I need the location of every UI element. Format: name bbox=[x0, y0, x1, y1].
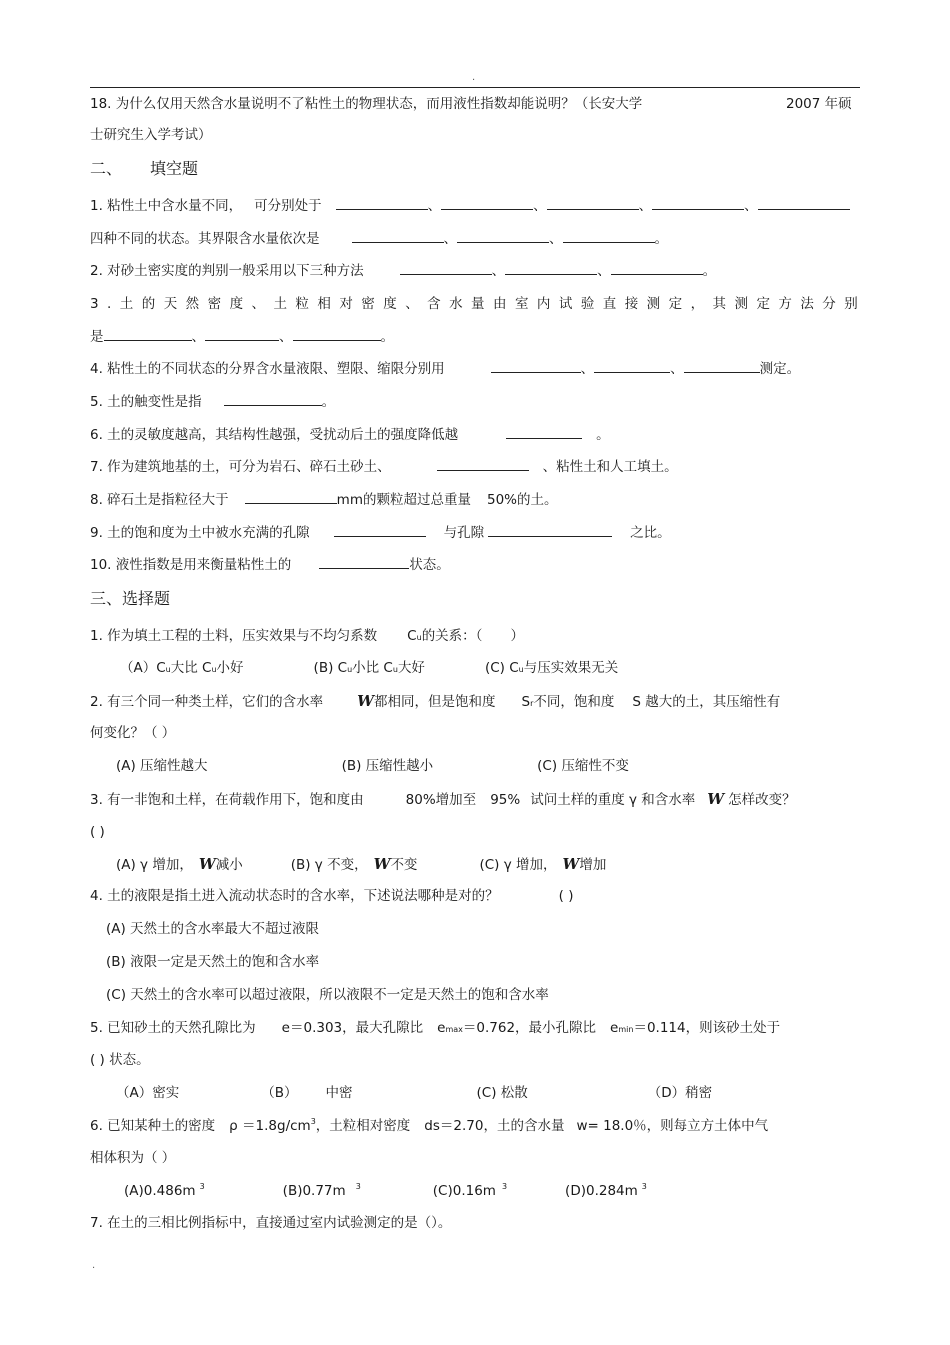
fill-q4-text: 4. 粘性土的不同状态的分界含水量液限、塑限、缩限分别用 bbox=[90, 361, 445, 377]
option-d-label: (D)0.284m bbox=[565, 1183, 638, 1199]
fill-q2-text: 2. 对砂土密实度的判别一般采用以下三种方法 bbox=[90, 263, 364, 279]
option-c-label: (C)0.16m bbox=[432, 1183, 496, 1199]
fill-q8-text2: mm的颗粒超过总重量 bbox=[336, 492, 471, 508]
q3-char: 分 bbox=[822, 296, 836, 312]
fill-q7-text2: 、粘性土和人工填土。 bbox=[542, 459, 678, 475]
choice-q6-text: 6. 已知某种土的密度 bbox=[90, 1118, 216, 1134]
q3-char: 密 bbox=[207, 296, 222, 312]
subscript: u bbox=[211, 665, 217, 674]
choice-q3-text4: 试问土样的重度 γ 和含水率 bbox=[530, 792, 696, 808]
q3-char: 定 bbox=[668, 296, 683, 312]
punct: 、 bbox=[279, 329, 293, 345]
punct: 、 bbox=[443, 231, 457, 247]
blank[interactable] bbox=[506, 426, 582, 439]
fill-q10 bbox=[90, 556, 450, 574]
choice-q2-options bbox=[116, 757, 629, 775]
choice-q2-text4: S 越大的土，其压缩性有 bbox=[632, 694, 781, 710]
option-c-text: 与压实效果无关 bbox=[523, 660, 619, 676]
q3-char: 对 bbox=[339, 296, 353, 312]
option-b-text: 不变 bbox=[390, 857, 418, 873]
section2-heading bbox=[90, 160, 198, 178]
option-b[interactable] bbox=[291, 857, 418, 873]
blank[interactable] bbox=[758, 197, 850, 210]
blank[interactable] bbox=[437, 458, 529, 471]
q3-char: 、 bbox=[251, 296, 266, 312]
fill-q9-text2: 与孔隙 bbox=[443, 525, 485, 541]
choice-q3-options bbox=[116, 855, 606, 874]
option-a-label: （A）C bbox=[120, 660, 166, 676]
q3-char: 直 bbox=[602, 296, 617, 312]
q3-char: ， bbox=[690, 296, 705, 312]
option-c[interactable] bbox=[433, 1183, 507, 1199]
choice-q3-text2: 80%增加至 bbox=[405, 792, 477, 808]
blank[interactable] bbox=[293, 328, 381, 341]
choice-q7: 7. 在土的三相比例指标中，直接通过室内试验测定的是（）。 bbox=[90, 1215, 452, 1231]
q3-char: 测 bbox=[646, 296, 661, 312]
q3-char: 接 bbox=[624, 296, 639, 312]
choice-q5-text4: ＝0.114，则该砂土处于 bbox=[633, 1020, 781, 1036]
q3-char: 方 bbox=[778, 296, 792, 312]
choice-q4-option-b[interactable]: (B) 液限一定是天然土的饱和含水率 bbox=[106, 954, 320, 970]
punct: 、 bbox=[491, 263, 506, 279]
blank[interactable] bbox=[563, 230, 655, 243]
option-c-label: (C) C bbox=[484, 660, 519, 676]
choice-q5-options bbox=[116, 1084, 712, 1102]
punct: 、 bbox=[670, 361, 684, 377]
choice-q3-text: 3. 有一非饱和土样，在荷载作用下，饱和度由 bbox=[90, 792, 364, 808]
option-c[interactable] bbox=[479, 857, 606, 873]
option-a-text: 大比 C bbox=[170, 660, 212, 676]
superscript: 3 bbox=[199, 1182, 205, 1191]
subscript: r bbox=[530, 699, 534, 708]
fill-q2 bbox=[90, 262, 716, 280]
q3-char: 天 bbox=[163, 296, 178, 312]
q3-char: 定 bbox=[756, 296, 770, 312]
option-b[interactable] bbox=[261, 1085, 352, 1101]
option-b-label: (B) γ 不变， bbox=[290, 857, 368, 873]
blank[interactable] bbox=[319, 556, 409, 569]
fill-q9 bbox=[90, 524, 671, 542]
q3-char: 室 bbox=[514, 296, 529, 312]
q3-char: 度 bbox=[383, 296, 397, 312]
fill-q1-text: 1. 粘性土中含水量不同， bbox=[90, 198, 243, 214]
blank[interactable] bbox=[505, 262, 597, 275]
punct: 。 bbox=[702, 263, 717, 279]
w-symbol: W bbox=[562, 855, 580, 873]
header-rule bbox=[90, 87, 860, 88]
choice-q5-cont: ( ) 状态。 bbox=[90, 1052, 150, 1068]
blank[interactable] bbox=[352, 230, 444, 243]
superscript: 3 bbox=[641, 1182, 647, 1191]
option-b-label: (B) C bbox=[313, 660, 348, 676]
q3-char: 密 bbox=[361, 296, 375, 312]
q3-char: 测 bbox=[734, 296, 748, 312]
choice-q1 bbox=[90, 627, 524, 647]
punct: 、 bbox=[597, 263, 611, 279]
subscript: u bbox=[165, 665, 171, 674]
option-a[interactable] bbox=[120, 660, 244, 676]
option-a-text: 减小 bbox=[215, 857, 243, 873]
w-symbol: W bbox=[707, 790, 725, 808]
choice-q2 bbox=[90, 692, 780, 713]
blank[interactable] bbox=[336, 197, 428, 210]
choice-q2-text: 2. 有三个同一种类土样，它们的含水率 bbox=[90, 694, 324, 710]
fill-q6 bbox=[90, 426, 610, 444]
punct: 。 bbox=[596, 427, 610, 443]
q3-char: 相 bbox=[317, 296, 331, 312]
choice-q2-cont: 何变化？（ ） bbox=[90, 725, 176, 741]
fill-q8-text: 8. 碎石土是指粒径大于 bbox=[90, 492, 229, 508]
section2-title: 填空题 bbox=[150, 159, 199, 178]
choice-q4 bbox=[90, 887, 574, 905]
q3-char: 然 bbox=[185, 296, 200, 312]
q3-char: 试 bbox=[558, 296, 573, 312]
section3-heading: 三、选择题 bbox=[90, 589, 171, 608]
option-c[interactable]: (C) 松散 bbox=[476, 1085, 528, 1101]
q3-char: 的 bbox=[141, 296, 156, 312]
fill-q5 bbox=[90, 393, 335, 411]
option-a[interactable] bbox=[124, 1183, 205, 1199]
punct: 。 bbox=[321, 394, 336, 410]
cu-subscript: u bbox=[416, 633, 422, 642]
e-symbol: e bbox=[437, 1020, 446, 1036]
choice-q1-text2: 的关系：（ bbox=[421, 628, 483, 644]
option-a[interactable] bbox=[116, 857, 243, 873]
blank[interactable] bbox=[334, 524, 426, 537]
choice-q2-text3: 不同，饱和度 bbox=[533, 694, 615, 710]
section2-number: 二、 bbox=[90, 159, 123, 178]
blank[interactable] bbox=[457, 230, 549, 243]
punct: 、 bbox=[744, 198, 758, 214]
fill-q3-cont bbox=[90, 328, 394, 346]
choice-q5-text3: ＝0.762，最小孔隙比 bbox=[462, 1020, 597, 1036]
fill-q7 bbox=[90, 458, 678, 476]
fill-q7-text: 7. 作为建筑地基的土，可分为岩石、碎石土砂土、 bbox=[90, 459, 391, 475]
q3-char: 含 bbox=[427, 296, 441, 312]
fill-q9-text: 9. 土的饱和度为土中被水充满的孔隙 bbox=[90, 525, 310, 541]
option-b-label: (B)0.77m bbox=[282, 1183, 346, 1199]
superscript: 3 bbox=[501, 1182, 508, 1191]
option-a-text2: 小好 bbox=[216, 660, 244, 676]
choice-q5-text: 5. 已知砂土的天然孔隙比为 bbox=[90, 1020, 256, 1036]
paren: ( ) bbox=[558, 888, 574, 904]
q3-char: 土 bbox=[119, 296, 134, 312]
blank[interactable] bbox=[491, 360, 581, 373]
option-b-text: 小比 C bbox=[352, 660, 393, 676]
blank[interactable] bbox=[224, 393, 322, 406]
q18-line bbox=[90, 95, 642, 113]
subscript: u bbox=[518, 665, 524, 674]
q3-char: 3 bbox=[90, 296, 99, 312]
q18-cont: 士研究生入学考试） bbox=[90, 127, 212, 143]
blank[interactable] bbox=[684, 360, 760, 373]
choice-q3-text3: 95% bbox=[490, 792, 521, 808]
choice-q3 bbox=[90, 790, 796, 809]
q3-char: 土 bbox=[273, 296, 287, 312]
e-symbol: e bbox=[610, 1020, 619, 1036]
option-c[interactable] bbox=[485, 660, 618, 676]
fill-q3-text: 是 bbox=[90, 329, 104, 345]
punct: 、 bbox=[533, 198, 547, 214]
fill-q6-text: 6. 土的灵敏度越高，其结构性越强，受扰动后土的强度降低越 bbox=[90, 427, 459, 443]
blank[interactable] bbox=[652, 197, 744, 210]
option-b-text: 中密 bbox=[325, 1085, 353, 1101]
w-symbol: W bbox=[357, 692, 375, 710]
fill-q5-text: 5. 土的触变性是指 bbox=[90, 394, 202, 410]
option-d[interactable]: （D）稍密 bbox=[647, 1085, 713, 1101]
w-symbol: W bbox=[373, 855, 391, 873]
q3-char: 由 bbox=[493, 296, 507, 312]
punct: 。 bbox=[654, 231, 668, 247]
choice-q4-option-a[interactable]: (A) 天然土的含水率最大不超过液限 bbox=[106, 921, 320, 937]
choice-q4-option-c[interactable]: (C) 天然土的含水率可以超过液限，所以液限不一定是天然土的饱和含水率 bbox=[106, 987, 549, 1003]
subscript: u bbox=[347, 665, 353, 674]
fill-q10-text2: 状态。 bbox=[409, 557, 450, 573]
option-a-label: (A)0.486m bbox=[124, 1183, 196, 1199]
fill-q3 bbox=[90, 295, 858, 313]
blank[interactable] bbox=[441, 197, 533, 210]
choice-q2-text2: 都相同，但是饱和度 bbox=[374, 694, 496, 710]
blank[interactable] bbox=[594, 360, 670, 373]
punct: 、 bbox=[191, 329, 205, 345]
q3-char: 法 bbox=[800, 296, 814, 312]
choice-q6-cont: 相体积为（ ） bbox=[90, 1150, 176, 1166]
option-c-text: 增加 bbox=[579, 857, 607, 873]
q3-char: 其 bbox=[712, 296, 727, 312]
blank[interactable] bbox=[104, 328, 192, 341]
punct: 、 bbox=[580, 361, 595, 377]
blank[interactable] bbox=[547, 197, 639, 210]
s-symbol: S bbox=[521, 694, 531, 710]
subscript: u bbox=[392, 665, 398, 674]
cu-symbol: C bbox=[407, 628, 417, 644]
subscript: min bbox=[618, 1025, 634, 1034]
choice-q6-text2: ρ ＝1.8g/cm bbox=[229, 1118, 311, 1134]
w-symbol: W bbox=[198, 855, 216, 873]
fill-q1-text3: 四种不同的状态。其界限含水量依次是 bbox=[90, 231, 320, 247]
choice-q6-text4: ds＝2.70，土的含水量 bbox=[424, 1118, 565, 1134]
q3-char: 别 bbox=[844, 296, 858, 312]
blank[interactable] bbox=[245, 491, 337, 504]
option-d[interactable] bbox=[565, 1183, 647, 1199]
choice-q6-text5: w= 18.0％，则每立方土体中气 bbox=[576, 1118, 769, 1134]
q18-text: 18. 为什么仅用天然含水量说明不了粘性土的物理状态，而用液性指数却能说明？（长安大学 bbox=[90, 96, 643, 112]
subscript: max bbox=[445, 1025, 463, 1034]
fill-q4 bbox=[90, 360, 800, 378]
fill-q4-text2: 测定。 bbox=[759, 361, 801, 377]
fill-q9-text3: 之比。 bbox=[630, 525, 671, 541]
q3-char: 度 bbox=[229, 296, 244, 312]
option-a[interactable]: (A) 压缩性越大 bbox=[116, 758, 208, 774]
choice-q6-text3: ，土粒相对密度 bbox=[315, 1118, 411, 1134]
fill-q1-cont bbox=[90, 230, 668, 248]
choice-q6 bbox=[90, 1117, 768, 1137]
q18-year: 2007 年硕 bbox=[786, 96, 852, 112]
option-a[interactable]: （A）密实 bbox=[116, 1085, 180, 1101]
option-b-label: （B） bbox=[261, 1085, 298, 1101]
q3-char: . bbox=[107, 296, 112, 312]
option-b[interactable] bbox=[283, 1183, 361, 1199]
punct: 、 bbox=[638, 198, 653, 214]
fill-q8-text3: 50%的土。 bbox=[486, 492, 558, 508]
blank[interactable] bbox=[488, 524, 612, 537]
choice-q4-text: 4. 土的液限是指土进入流动状态时的含水率，下述说法哪种是对的？ bbox=[90, 888, 499, 904]
q3-char: 量 bbox=[471, 296, 485, 312]
choice-q1-options bbox=[120, 659, 618, 679]
fill-q10-text: 10. 液性指数是用来衡量粘性土的 bbox=[90, 557, 292, 573]
fill-q8 bbox=[90, 491, 558, 509]
q3-char: 粒 bbox=[295, 296, 309, 312]
header-dot: . bbox=[472, 72, 476, 83]
punct: 。 bbox=[380, 329, 394, 345]
q3-char: 内 bbox=[536, 296, 551, 312]
q3-char: 、 bbox=[405, 296, 419, 312]
choice-q6-options bbox=[124, 1182, 647, 1202]
superscript: 3 bbox=[310, 1117, 316, 1126]
option-b-text2: 大好 bbox=[397, 660, 425, 676]
choice-q1-text: 1. 作为填土工程的土料，压实效果与不均匀系数 bbox=[90, 628, 378, 644]
option-a-label: (A) γ 增加， bbox=[116, 857, 193, 873]
choice-q5 bbox=[90, 1019, 780, 1039]
option-c[interactable]: (C) 压缩性不变 bbox=[537, 758, 629, 774]
blank[interactable] bbox=[400, 262, 492, 275]
choice-q3-cont: ( ) bbox=[90, 824, 105, 840]
footer-dot: . bbox=[92, 1260, 96, 1271]
fill-q1 bbox=[90, 197, 850, 215]
option-c-label: (C) γ 增加， bbox=[479, 857, 557, 873]
option-b[interactable] bbox=[314, 660, 425, 676]
punct: 、 bbox=[427, 198, 442, 214]
choice-q3-text5: 怎样改变？ bbox=[728, 792, 796, 808]
option-b[interactable]: (B) 压缩性越小 bbox=[341, 758, 434, 774]
blank[interactable] bbox=[611, 262, 703, 275]
superscript: 3 bbox=[355, 1182, 361, 1191]
blank[interactable] bbox=[205, 328, 279, 341]
q3-char: 验 bbox=[580, 296, 595, 312]
punct: 、 bbox=[549, 231, 563, 247]
choice-q5-text2: e＝0.303，最大孔隙比 bbox=[281, 1020, 424, 1036]
q3-char: 水 bbox=[449, 296, 463, 312]
paren: ） bbox=[510, 628, 524, 644]
fill-q1-text2: 可分别处于 bbox=[254, 198, 322, 214]
